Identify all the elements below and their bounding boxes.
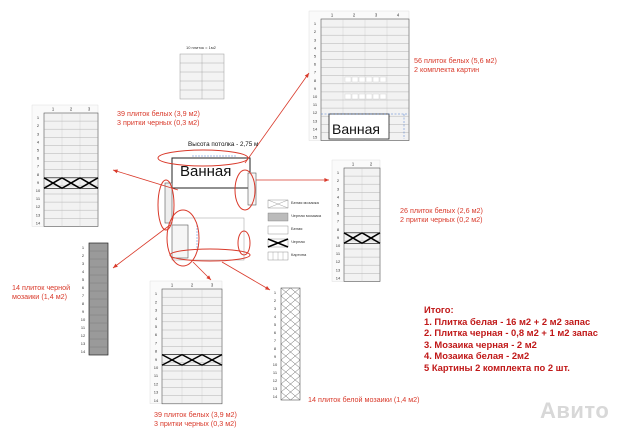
row-label: 2 <box>313 29 317 35</box>
left-wall-layout <box>32 105 98 226</box>
row-label: 13 <box>35 212 41 218</box>
bottom-wall-white-count: 39 плиток белых (3,9 м2) <box>154 410 237 419</box>
row-label: 6 <box>336 210 340 216</box>
row-label: 3 <box>154 307 158 313</box>
right-wall-layout <box>332 160 380 281</box>
row-label: 11 <box>312 102 318 108</box>
black-mosaic-column <box>81 243 108 355</box>
row-label: 10 <box>272 362 278 367</box>
row-label: 9 <box>313 85 317 91</box>
legend-picture-swatch <box>268 252 288 260</box>
row-label: 8 <box>36 171 40 177</box>
small-tile-plan <box>180 54 224 99</box>
column-label: 1 <box>170 282 174 288</box>
back-wall-title: Ванная <box>332 121 380 137</box>
left-wall-white-count: 39 плиток белых (3,9 м2) <box>117 109 200 118</box>
row-label: 11 <box>80 325 86 330</box>
row-label: 10 <box>312 93 318 99</box>
bottom-wall-annotation <box>154 411 237 428</box>
row-label: 3 <box>273 306 277 311</box>
row-label: 8 <box>273 346 277 351</box>
row-label: 12 <box>35 204 41 210</box>
row-label: 10 <box>35 187 41 193</box>
column-label: 3 <box>87 106 91 112</box>
small-plan-caption: 10 плиток = 1м2 <box>186 45 216 50</box>
row-label: 5 <box>273 322 277 327</box>
row-label: 11 <box>153 373 159 379</box>
plan-left-wall <box>165 183 172 223</box>
right-wall-annotation <box>400 207 483 224</box>
summary-item-3: 3. Мозаика черная - 2 м2 <box>424 338 537 350</box>
callout-arrow <box>245 73 309 163</box>
legend-white-tile: Белая <box>291 226 303 231</box>
picture-tile <box>380 94 386 99</box>
row-label: 9 <box>81 309 85 314</box>
black-mosaic-line-2: мозаики (1,4 м2) <box>12 291 68 301</box>
black-mosaic-annotation <box>12 284 70 301</box>
row-label: 1 <box>36 115 40 121</box>
row-label: 9 <box>154 356 158 362</box>
column-label: 1 <box>330 12 334 18</box>
row-label: 14 <box>35 220 41 226</box>
summary-title: Итого: <box>424 304 454 315</box>
back-wall-white-count: 56 плиток белых (5,6 м2) <box>414 56 497 65</box>
row-label: 14 <box>335 275 341 281</box>
summary-item-2: 2. Плитка черная - 0,8 м2 + 1 м2 запас <box>424 327 598 339</box>
row-label: 10 <box>335 242 341 248</box>
row-label: 8 <box>313 77 317 83</box>
callout-arrow <box>222 262 270 290</box>
row-label: 3 <box>81 261 85 266</box>
row-label: 5 <box>36 147 40 153</box>
ceiling-height-label: Высота потолка - 2,75 м <box>188 141 259 148</box>
row-label: 14 <box>80 349 86 354</box>
row-label: 6 <box>36 155 40 161</box>
plan-niche <box>172 225 188 258</box>
column-label: 2 <box>190 282 194 288</box>
arrow-head <box>305 73 309 78</box>
legend-picture: Картина <box>291 252 307 257</box>
white-mosaic-column <box>273 288 300 400</box>
row-label: 12 <box>153 381 159 387</box>
row-label: 1 <box>154 291 158 297</box>
column-label: 1 <box>351 161 355 167</box>
row-label: 11 <box>272 370 278 375</box>
row-label: 4 <box>81 269 85 274</box>
avito-watermark: Авито <box>540 398 610 423</box>
picture-tile <box>359 94 365 99</box>
row-label: 5 <box>313 53 317 59</box>
callout-arrow <box>113 225 170 268</box>
row-label: 2 <box>273 298 277 303</box>
summary-block <box>424 304 598 374</box>
row-label: 13 <box>312 118 318 124</box>
column-label: 2 <box>369 161 373 167</box>
picture-tile <box>373 94 379 99</box>
row-label: 5 <box>81 277 85 282</box>
column-label: 3 <box>210 282 214 288</box>
picture-tile <box>345 77 351 82</box>
picture-tile <box>380 77 386 82</box>
legend-white-mosaic-swatch <box>268 200 288 208</box>
legend-black-mosaic-swatch <box>268 213 288 221</box>
column-label: 4 <box>396 12 400 18</box>
row-label: 11 <box>335 251 341 257</box>
picture-tile <box>359 77 365 82</box>
arrow-head <box>113 169 118 173</box>
row-label: 7 <box>313 69 317 75</box>
summary-item-1: 1. Плитка белая - 16 м2 + 2 м2 запас <box>424 315 591 327</box>
picture-tile <box>345 94 351 99</box>
row-label: 7 <box>336 218 340 224</box>
row-label: 2 <box>154 299 158 305</box>
left-wall-annotation <box>117 110 200 127</box>
arrow-head <box>113 264 118 268</box>
column-label: 1 <box>51 106 55 112</box>
row-label: 5 <box>154 323 158 329</box>
row-label: 4 <box>313 45 317 51</box>
summary-item-4: 4. Мозаика белая - 2м2 <box>424 350 530 362</box>
bottom-wall-black-count: 3 притки черных (0,3 м2) <box>154 418 237 428</box>
column-label: 2 <box>352 12 356 18</box>
row-label: 11 <box>35 196 41 202</box>
row-label: 2 <box>36 123 40 129</box>
row-label: 1 <box>313 21 317 27</box>
callout-arrow <box>113 170 178 190</box>
row-label: 7 <box>36 163 40 169</box>
row-label: 1 <box>336 170 340 176</box>
white-mosaic-annotation: 14 плиток белой мозаики (1,4 м2) <box>308 395 420 404</box>
row-label: 12 <box>335 259 341 265</box>
row-label: 4 <box>336 194 340 200</box>
back-wall-pictures: 2 комплекта картин <box>414 64 480 74</box>
row-label: 9 <box>336 234 340 240</box>
row-label: 14 <box>312 126 318 132</box>
legend-black-tile-swatch <box>268 239 288 247</box>
row-label: 9 <box>273 354 277 359</box>
row-label: 7 <box>81 293 85 298</box>
row-label: 8 <box>154 348 158 354</box>
row-label: 4 <box>273 314 277 319</box>
row-label: 15 <box>312 134 318 140</box>
back-wall-annotation <box>414 57 497 74</box>
bottom-wall-layout <box>150 281 222 404</box>
row-label: 10 <box>153 364 159 370</box>
row-label: 7 <box>273 338 277 343</box>
row-label: 2 <box>336 178 340 184</box>
row-label: 1 <box>81 245 85 250</box>
row-label: 9 <box>36 179 40 185</box>
row-label: 6 <box>273 330 277 335</box>
summary-item-5: 5 Картины 2 комплекта по 2 шт. <box>424 361 570 373</box>
row-label: 1 <box>273 290 277 295</box>
right-wall-black-count: 2 притки черных (0,2 м2) <box>400 214 483 224</box>
row-label: 13 <box>80 341 86 346</box>
row-label: 12 <box>272 378 278 383</box>
row-label: 14 <box>153 397 159 403</box>
picture-tile <box>366 77 372 82</box>
legend-black-mosaic: Черная мозаика <box>291 213 322 218</box>
left-wall-black-count: 3 притки черных (0,3 м2) <box>117 117 200 127</box>
row-label: 12 <box>312 110 318 116</box>
black-mosaic-line-1: 14 плиток черной <box>12 283 71 292</box>
picture-tile <box>352 94 358 99</box>
row-label: 6 <box>313 61 317 67</box>
picture-tile <box>366 94 372 99</box>
row-label: 8 <box>336 226 340 232</box>
row-label: 4 <box>36 139 40 145</box>
row-label: 3 <box>36 131 40 137</box>
row-label: 6 <box>81 285 85 290</box>
legend-white-tile-swatch <box>268 226 288 234</box>
room-title: Ванная <box>180 163 232 180</box>
row-label: 10 <box>80 317 86 322</box>
right-wall-white-count: 26 плиток белых (2,6 м2) <box>400 206 483 215</box>
column-label: 3 <box>374 12 378 18</box>
row-label: 3 <box>313 37 317 43</box>
row-label: 2 <box>81 253 85 258</box>
legend-black-tile: Черная <box>291 239 305 244</box>
picture-tile <box>373 77 379 82</box>
row-label: 6 <box>154 332 158 338</box>
row-label: 13 <box>153 389 159 395</box>
row-label: 8 <box>81 301 85 306</box>
legend-white-mosaic: Белая мозаика <box>291 200 319 205</box>
row-label: 14 <box>272 394 278 399</box>
column-label: 2 <box>69 106 73 112</box>
row-label: 13 <box>272 386 278 391</box>
row-label: 5 <box>336 202 340 208</box>
row-label: 7 <box>154 340 158 346</box>
row-label: 13 <box>335 267 341 273</box>
arrow-head <box>324 178 329 182</box>
row-label: 4 <box>154 315 158 321</box>
row-label: 12 <box>80 333 86 338</box>
row-label: 3 <box>336 186 340 192</box>
picture-tile <box>352 77 358 82</box>
